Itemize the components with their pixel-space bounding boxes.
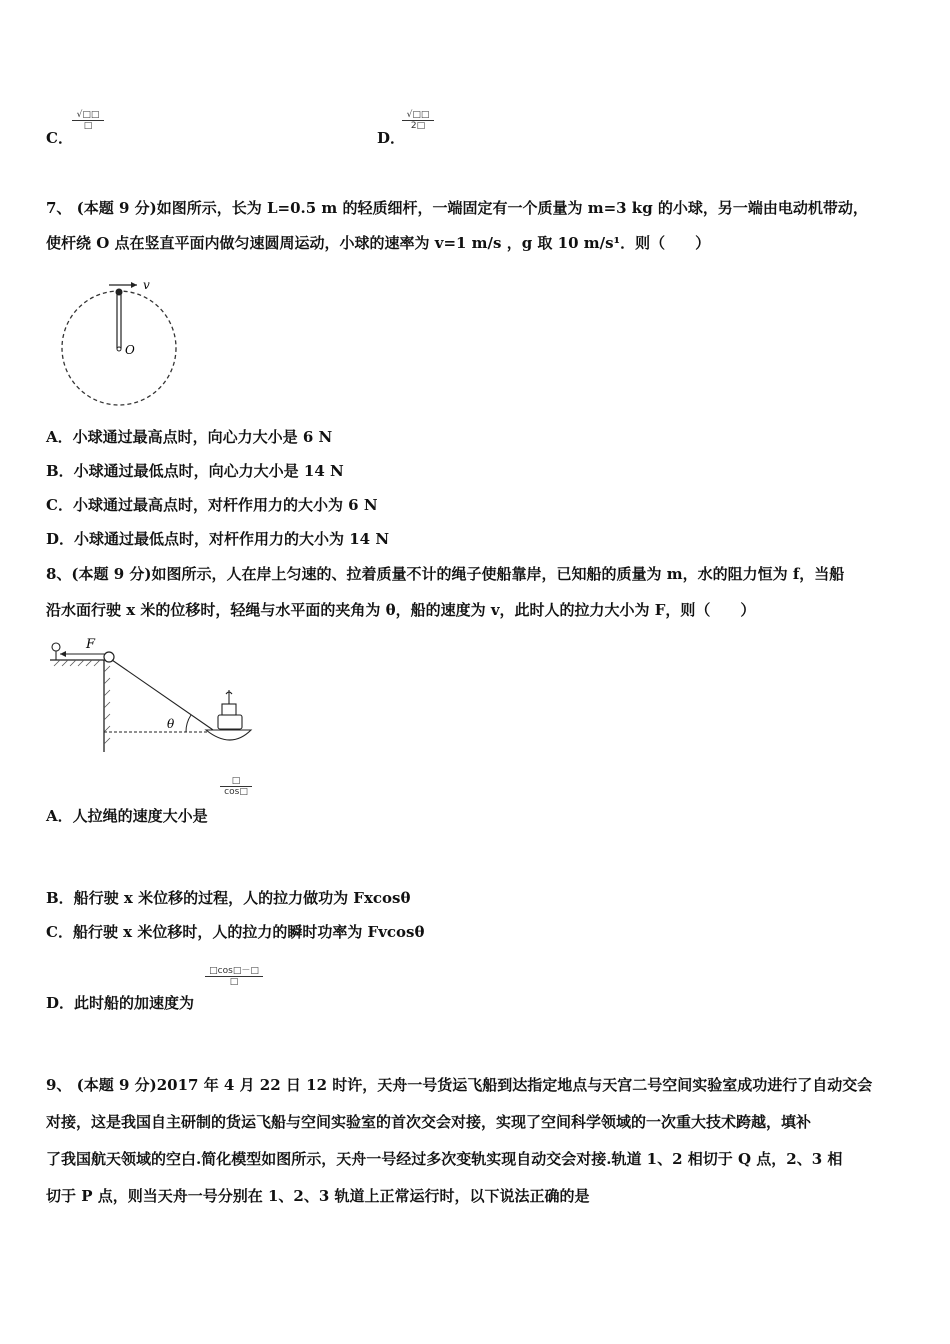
q7-option-c: C．小球通过最高点时，对杆作用力的大小为 6 N xyxy=(46,496,378,514)
q7-ball xyxy=(116,289,123,296)
q7-arrow-head xyxy=(131,282,137,288)
q8-stem-line-1: 8、(本题 9 分)如图所示，人在岸上匀速的、拉着质量不计的绳子使船靠岸，已知船的质量为 m，水的阻力恒为 f，当船 xyxy=(46,565,845,583)
q6-option-d-label: D． xyxy=(377,129,406,147)
q6-option-d-numerator: √□□ xyxy=(402,110,434,121)
q9-stem-line-3: 了我国航天领域的空白.简化模型如图所示，天舟一号经过多次变轨实现自动交会对接.轨道 1、2 相切于 Q 点，2、3 相 xyxy=(46,1150,843,1168)
q8-angle-label: θ xyxy=(167,717,175,731)
q8-angle-arc xyxy=(186,715,191,732)
q8-force-arrow-head xyxy=(60,651,66,657)
q8-stem-line-2: 沿水面行驶 x 米的位移时，轻绳与水平面的夹角为 θ，船的速度为 v，此时人的拉力大小为 F，则（ ） xyxy=(46,601,756,619)
q8-option-c: C．船行驶 x 米位移时，人的拉力的瞬时功率为 Fvcosθ xyxy=(46,923,425,941)
q8-person-icon xyxy=(52,643,60,651)
q8-force-label: F xyxy=(86,637,96,652)
q7-stem-line-1: 7、 (本题 9 分)如图所示，长为 L=0.5 m 的轻质细杆，一端固定有一个质量为 m=3 kg 的小球，另一端由电动机带动， xyxy=(46,199,868,217)
q9-stem-line-1: 9、 (本题 9 分)2017 年 4 月 22 日 12 时许，天舟一号货运飞船到达指定地点与天宫二号空间实验室成功进行了自动交会 xyxy=(46,1076,873,1094)
q9-stem-line-4: 切于 P 点，则当天舟一号分别在 1、2、3 轨道上正常运行时，以下说法正确的是 xyxy=(46,1187,590,1205)
q7-option-a: A．小球通过最高点时，向心力大小是 6 N xyxy=(46,428,333,446)
q6-option-d-formula xyxy=(402,110,434,131)
q6-option-d-denominator: 2□ xyxy=(410,121,426,131)
q8-option-d-numerator: □cos□－□ xyxy=(205,963,263,977)
q7-option-b: B．小球通过最低点时，向心力大小是 14 N xyxy=(46,462,344,480)
q7-circular-motion-figure xyxy=(55,272,190,412)
q8-option-d-denominator: □ xyxy=(229,977,239,987)
q7-option-d: D．小球通过最低点时，对杆作用力的大小为 14 N xyxy=(46,530,390,548)
q7-rod xyxy=(117,292,121,348)
q8-rope-diagonal xyxy=(112,660,216,732)
q8-option-a-formula xyxy=(220,776,252,797)
q8-option-a: A．人拉绳的速度大小是 xyxy=(46,807,208,825)
q8-shore-hatching xyxy=(54,660,110,744)
q7-stem-line-2: 使杆绕 O 点在竖直平面内做匀速圆周运动，小球的速率为 v=1 m/s ，g 取 10 m/s¹．则（ ） xyxy=(46,234,711,252)
q9-stem-line-2: 对接，这是我国自主研制的货运飞船与空间实验室的首次交会对接，实现了空间科学领域的一次重大技术跨越，填补 xyxy=(46,1113,812,1131)
q8-boat-icon xyxy=(206,690,251,740)
q8-option-d: D．此时船的加速度为 xyxy=(46,994,195,1012)
q7-velocity-label: v xyxy=(143,278,150,292)
q8-option-a-numerator: □ xyxy=(220,776,252,787)
q8-option-d-formula xyxy=(205,963,263,987)
q8-boat-rope-figure xyxy=(46,632,261,757)
q8-option-a-denominator: cos□ xyxy=(224,787,248,797)
q6-option-c-numerator: √□□ xyxy=(72,110,104,121)
q7-pivot-label: O xyxy=(125,343,135,357)
q6-option-c-formula xyxy=(72,110,104,131)
q6-option-c-denominator: □ xyxy=(83,121,93,131)
q8-option-b: B．船行驶 x 米位移的过程，人的拉力做功为 Fxcosθ xyxy=(46,889,411,907)
q6-option-c-label: C． xyxy=(46,129,73,147)
q7-pivot xyxy=(117,347,121,351)
